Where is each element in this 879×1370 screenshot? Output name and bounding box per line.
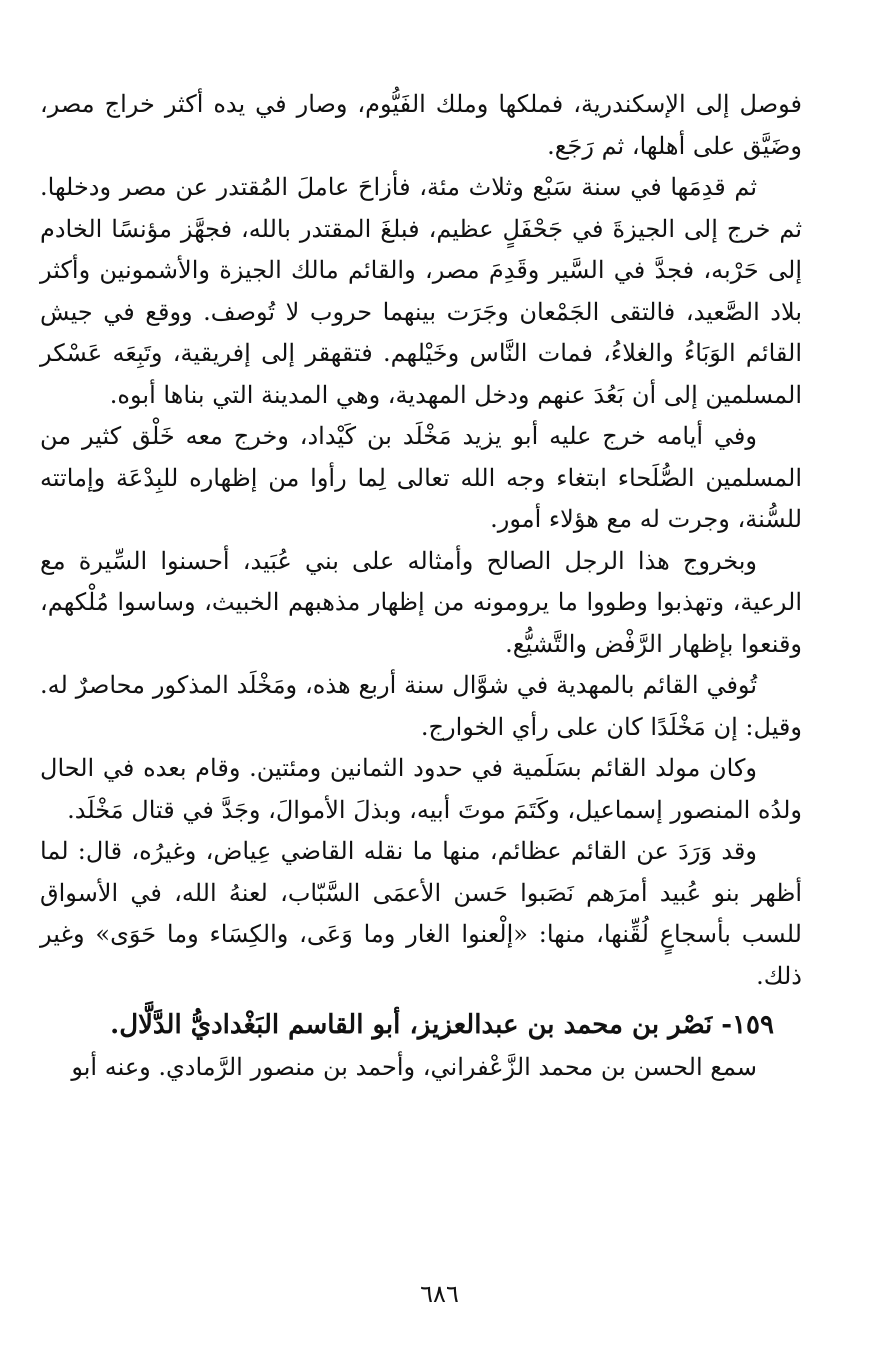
paragraph-4: وبخروج هذا الرجل الصالح وأمثاله على بني عُبَيد، أحسنوا السِّيرة مع الرعية، وتهذبوا وطووا ما يرومونه من إظهار مذهبهم الخبيث، وساسوا مُلْكهم، وقنعوا بإظهار الرَّفْض والتَّشيُّع. xyxy=(40,546,802,658)
paragraph-3: وفي أيامه خرج عليه أبو يزيد مَخْلَد بن كَيْداد، وخرج معه خَلْق كثير من المسلمين الصُّلَحاء ابتغاء وجه الله تعالى لِما رأوا من إظهاره للبِدْعَة وإماتته للسُّنة، وجرت له مع هؤلاء أمور. xyxy=(40,422,802,533)
paragraph-1: فوصل إلى الإسكندرية، فملكها وملك الفَيُّوم، وصار في يده أكثر خراج مصر، وضَيَّق على أهلها، ثم رَجَع. xyxy=(40,90,802,160)
page-number: ٦٨٦ xyxy=(420,1280,459,1308)
paragraph-7: وقد وَرَدَ عن القائم عظائم، منها ما نقله القاضي عِياض، وغيرُه، قال: لما أظهر بنو عُبيد أمرَهم نَصَبوا حَسن الأعمَى السَّبّاب، لعنهُ الله، في الأسواق للسب بأسجاعٍ لُقِّنها، منها: «إلْعنوا الغار وما وَعَى، والكِسَاء وما حَوَى» وغير ذلك. xyxy=(40,837,802,990)
entry-text: سمع الحسن بن محمد الزَّعْفراني، وأحمد بن منصور الرَّمادي. وعنه أبو xyxy=(71,1053,757,1081)
page-body xyxy=(40,84,802,1089)
paragraph-6: وكان مولد القائم بسَلَمية في حدود الثمانين ومئتين. وقام بعده في الحال ولدُه المنصور إسماعيل، وكَتَمَ موتَ أبيه، وبذلَ الأموالَ، وجَدَّ في قتال مَخْلَد. xyxy=(40,754,802,824)
entry-heading: ١٥٩- نَصْر بن محمد بن عبدالعزيز، أبو القاسم البَغْداديُّ الدَّلَّال. xyxy=(110,1010,774,1040)
paragraph-5: تُوفي القائم بالمهدية في شوَّال سنة أربع هذه، ومَخْلَد المذكور محاصرٌ له. وقيل: إن مَخْلَدًا كان على رأي الخوارج. xyxy=(40,671,802,741)
paragraph-2: ثم قدِمَها في سنة سَبْع وثلاث مئة، فأزاحَ عاملَ المُقتدر عن مصر ودخلها. ثم خرج إلى الجيزةَ في جَحْفَلٍ عظيم، فبلغَ المقتدر بالله، فجهَّز مؤنسًا الخادم إلى حَرْبه، فجدَّ في السَّير وقَدِمَ مصر، والقائم مالك الجيزة والأشمونين وأكثر بلاد الصَّعيد، فالتقى الجَمْعان وجَرَت بينهما حروب لا تُوصف. ووقع في جيش القائم الوَبَاءُ والغلاءُ، فمات النَّاس وخَيْلهم. فتقهقر إلى إفريقية، وتَبِعَه عَسْكر المسلمين إلى أن بَعُدَ عنهم ودخل المهدية، وهي المدينة التي بناها أبوه. xyxy=(40,173,802,409)
